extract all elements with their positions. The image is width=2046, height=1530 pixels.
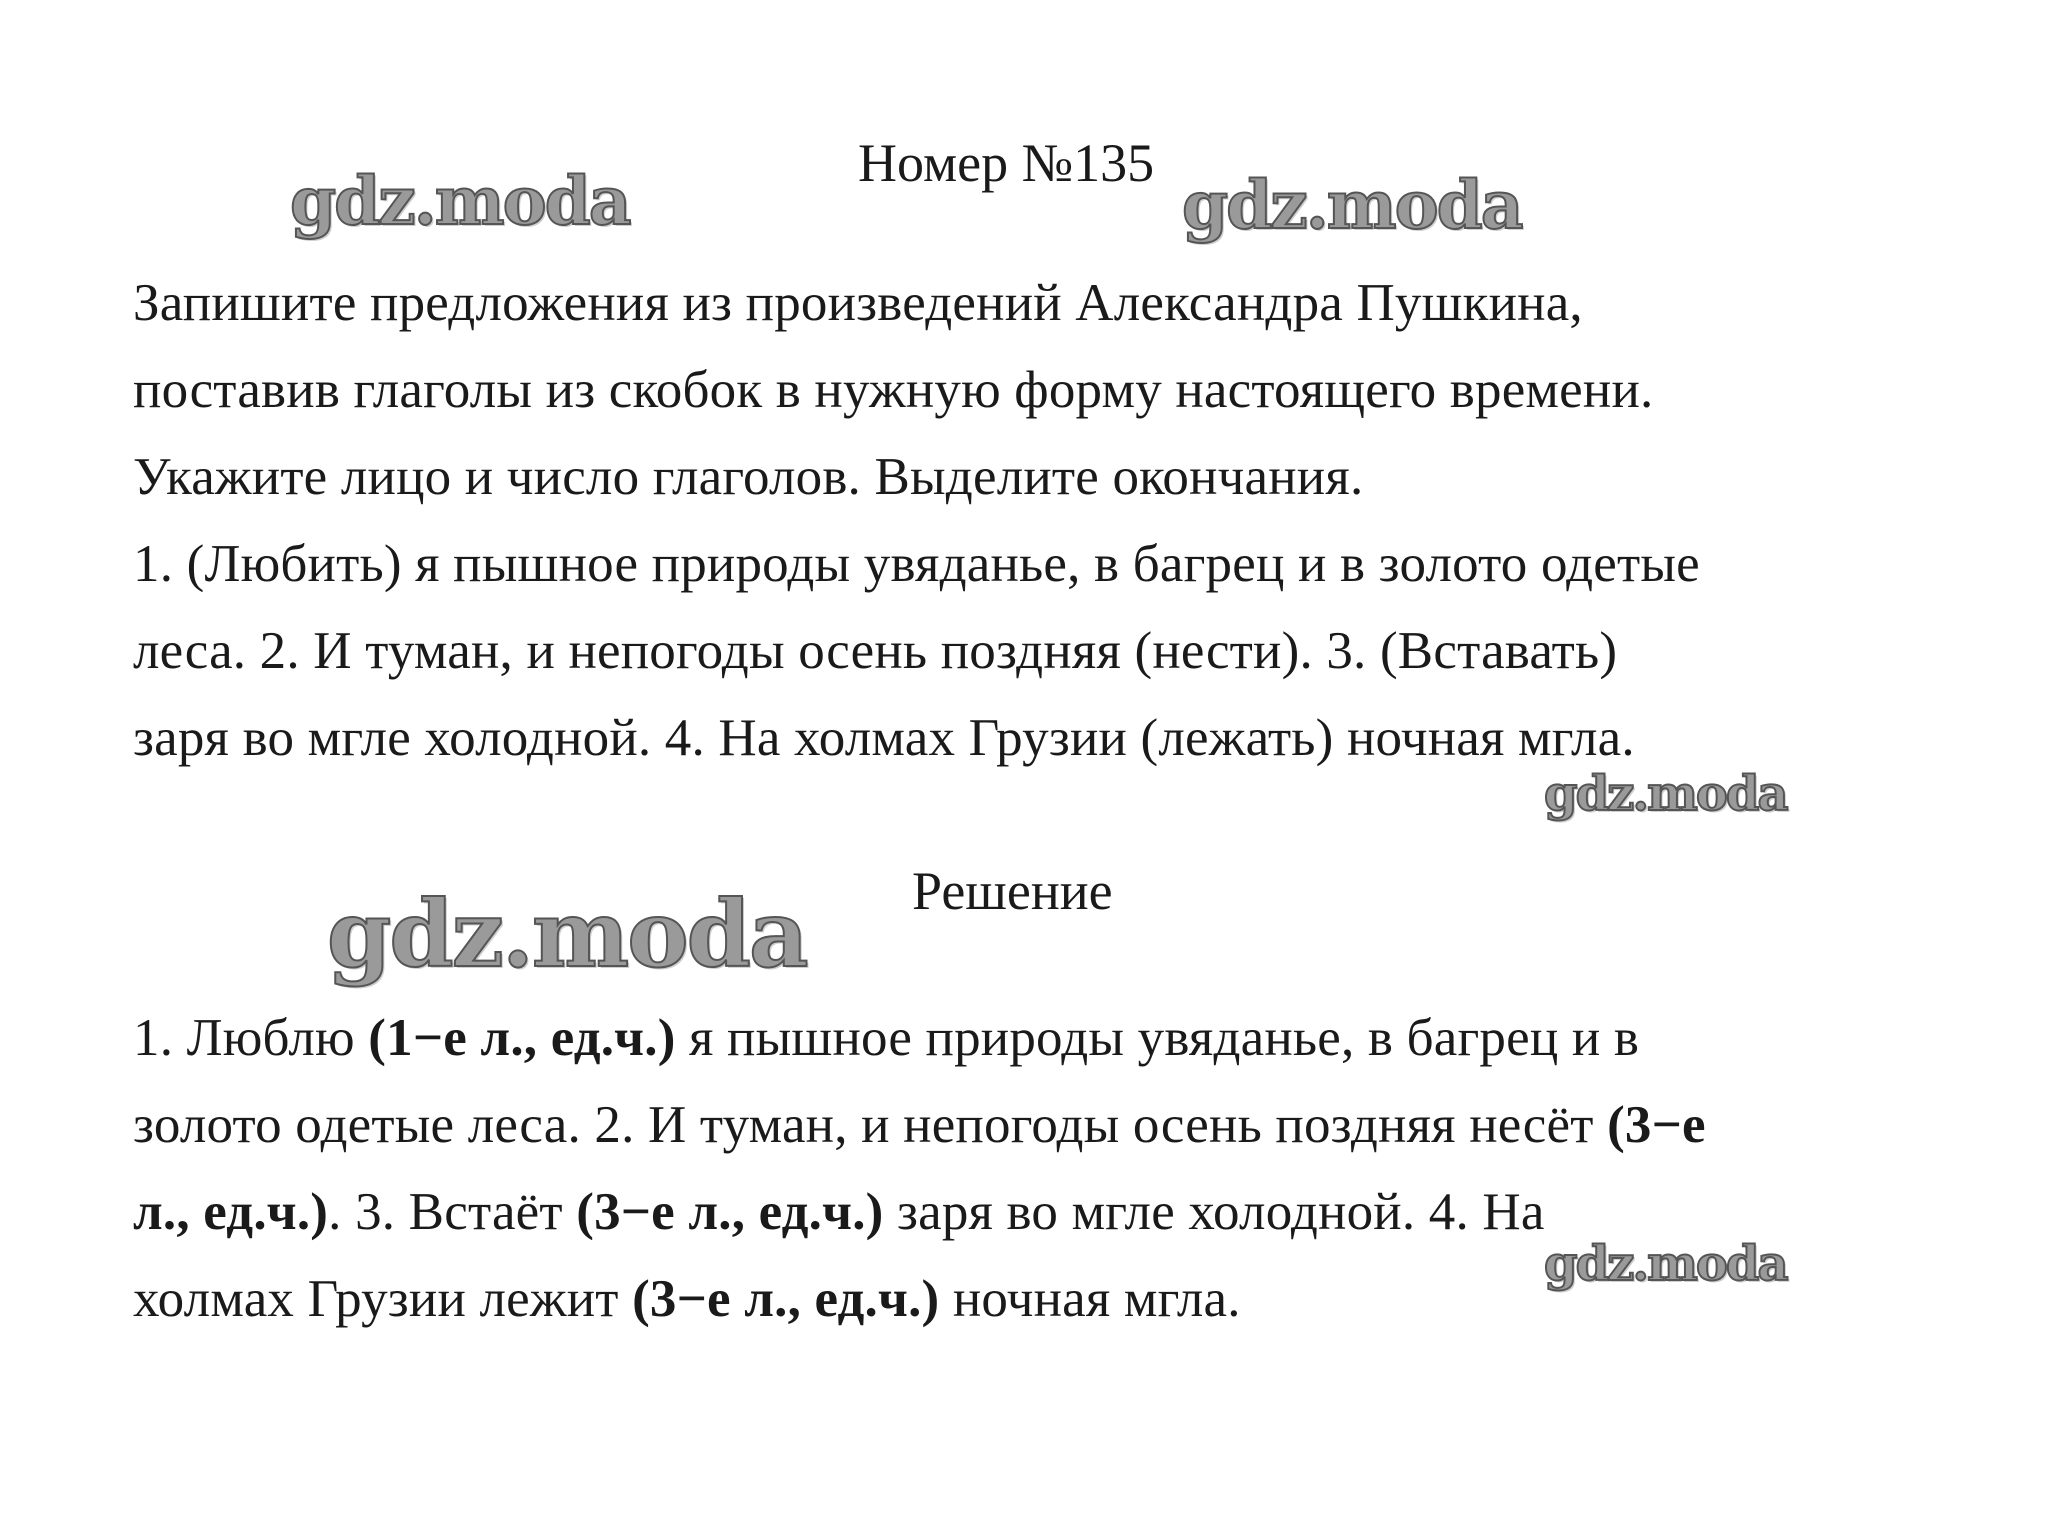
- solution-text-run: 1. Люблю: [133, 1009, 369, 1067]
- solution-line: [133, 995, 1933, 1082]
- solution-line: [133, 1082, 1933, 1169]
- watermark: gdz.moda: [1182, 166, 1522, 244]
- grammar-annotation: (1−е л., ед.ч.): [368, 1009, 676, 1067]
- task-line: Запишите предложения из произведений Александра Пушкина,: [133, 274, 1583, 332]
- watermark: gdz.moda: [1544, 1236, 1787, 1292]
- watermark: gdz.moda: [327, 880, 807, 988]
- solution-text-run: . 3. Встаёт: [328, 1183, 577, 1241]
- task-line: заря во мгле холодной. 4. На холмах Грузии (лежать) ночная мгла.: [133, 709, 1635, 767]
- solution-line: [133, 1256, 1933, 1343]
- solution-text-run: ночная мгла.: [939, 1270, 1241, 1328]
- watermark: gdz.moda: [290, 162, 630, 240]
- solution-title: Решение: [912, 861, 1113, 921]
- grammar-annotation: (3−е л., ед.ч.): [632, 1270, 940, 1328]
- task-line: леса. 2. И туман, и непогоды осень поздняя (нести). 3. (Вставать): [133, 622, 1618, 680]
- task-line: 1. (Любить) я пышное природы увяданье, в багрец и в золото одетые: [133, 535, 1700, 593]
- task-line: поставив глаголы из скобок в нужную форму настоящего времени.: [133, 361, 1654, 419]
- solution-text-run: я пышное природы увяданье, в багрец и в: [675, 1009, 1640, 1067]
- solution-text-run: золото одетые леса. 2. И туман, и непогоды осень поздняя несёт: [133, 1096, 1608, 1154]
- grammar-annotation: (3−е л., ед.ч.): [576, 1183, 884, 1241]
- task-text: [133, 260, 1933, 782]
- task-title: Номер №135: [858, 133, 1155, 193]
- task-line: Укажите лицо и число глаголов. Выделите окончания.: [133, 448, 1364, 506]
- solution-text-run: холмах Грузии лежит: [133, 1270, 633, 1328]
- grammar-annotation: л., ед.ч.): [133, 1183, 329, 1241]
- watermark: gdz.moda: [1544, 766, 1787, 822]
- solution-line: [133, 1169, 1933, 1256]
- grammar-annotation: (3−е: [1607, 1096, 1706, 1154]
- solution-text-run: заря во мгле холодной. 4. На: [883, 1183, 1545, 1241]
- solution-text: [133, 995, 1933, 1343]
